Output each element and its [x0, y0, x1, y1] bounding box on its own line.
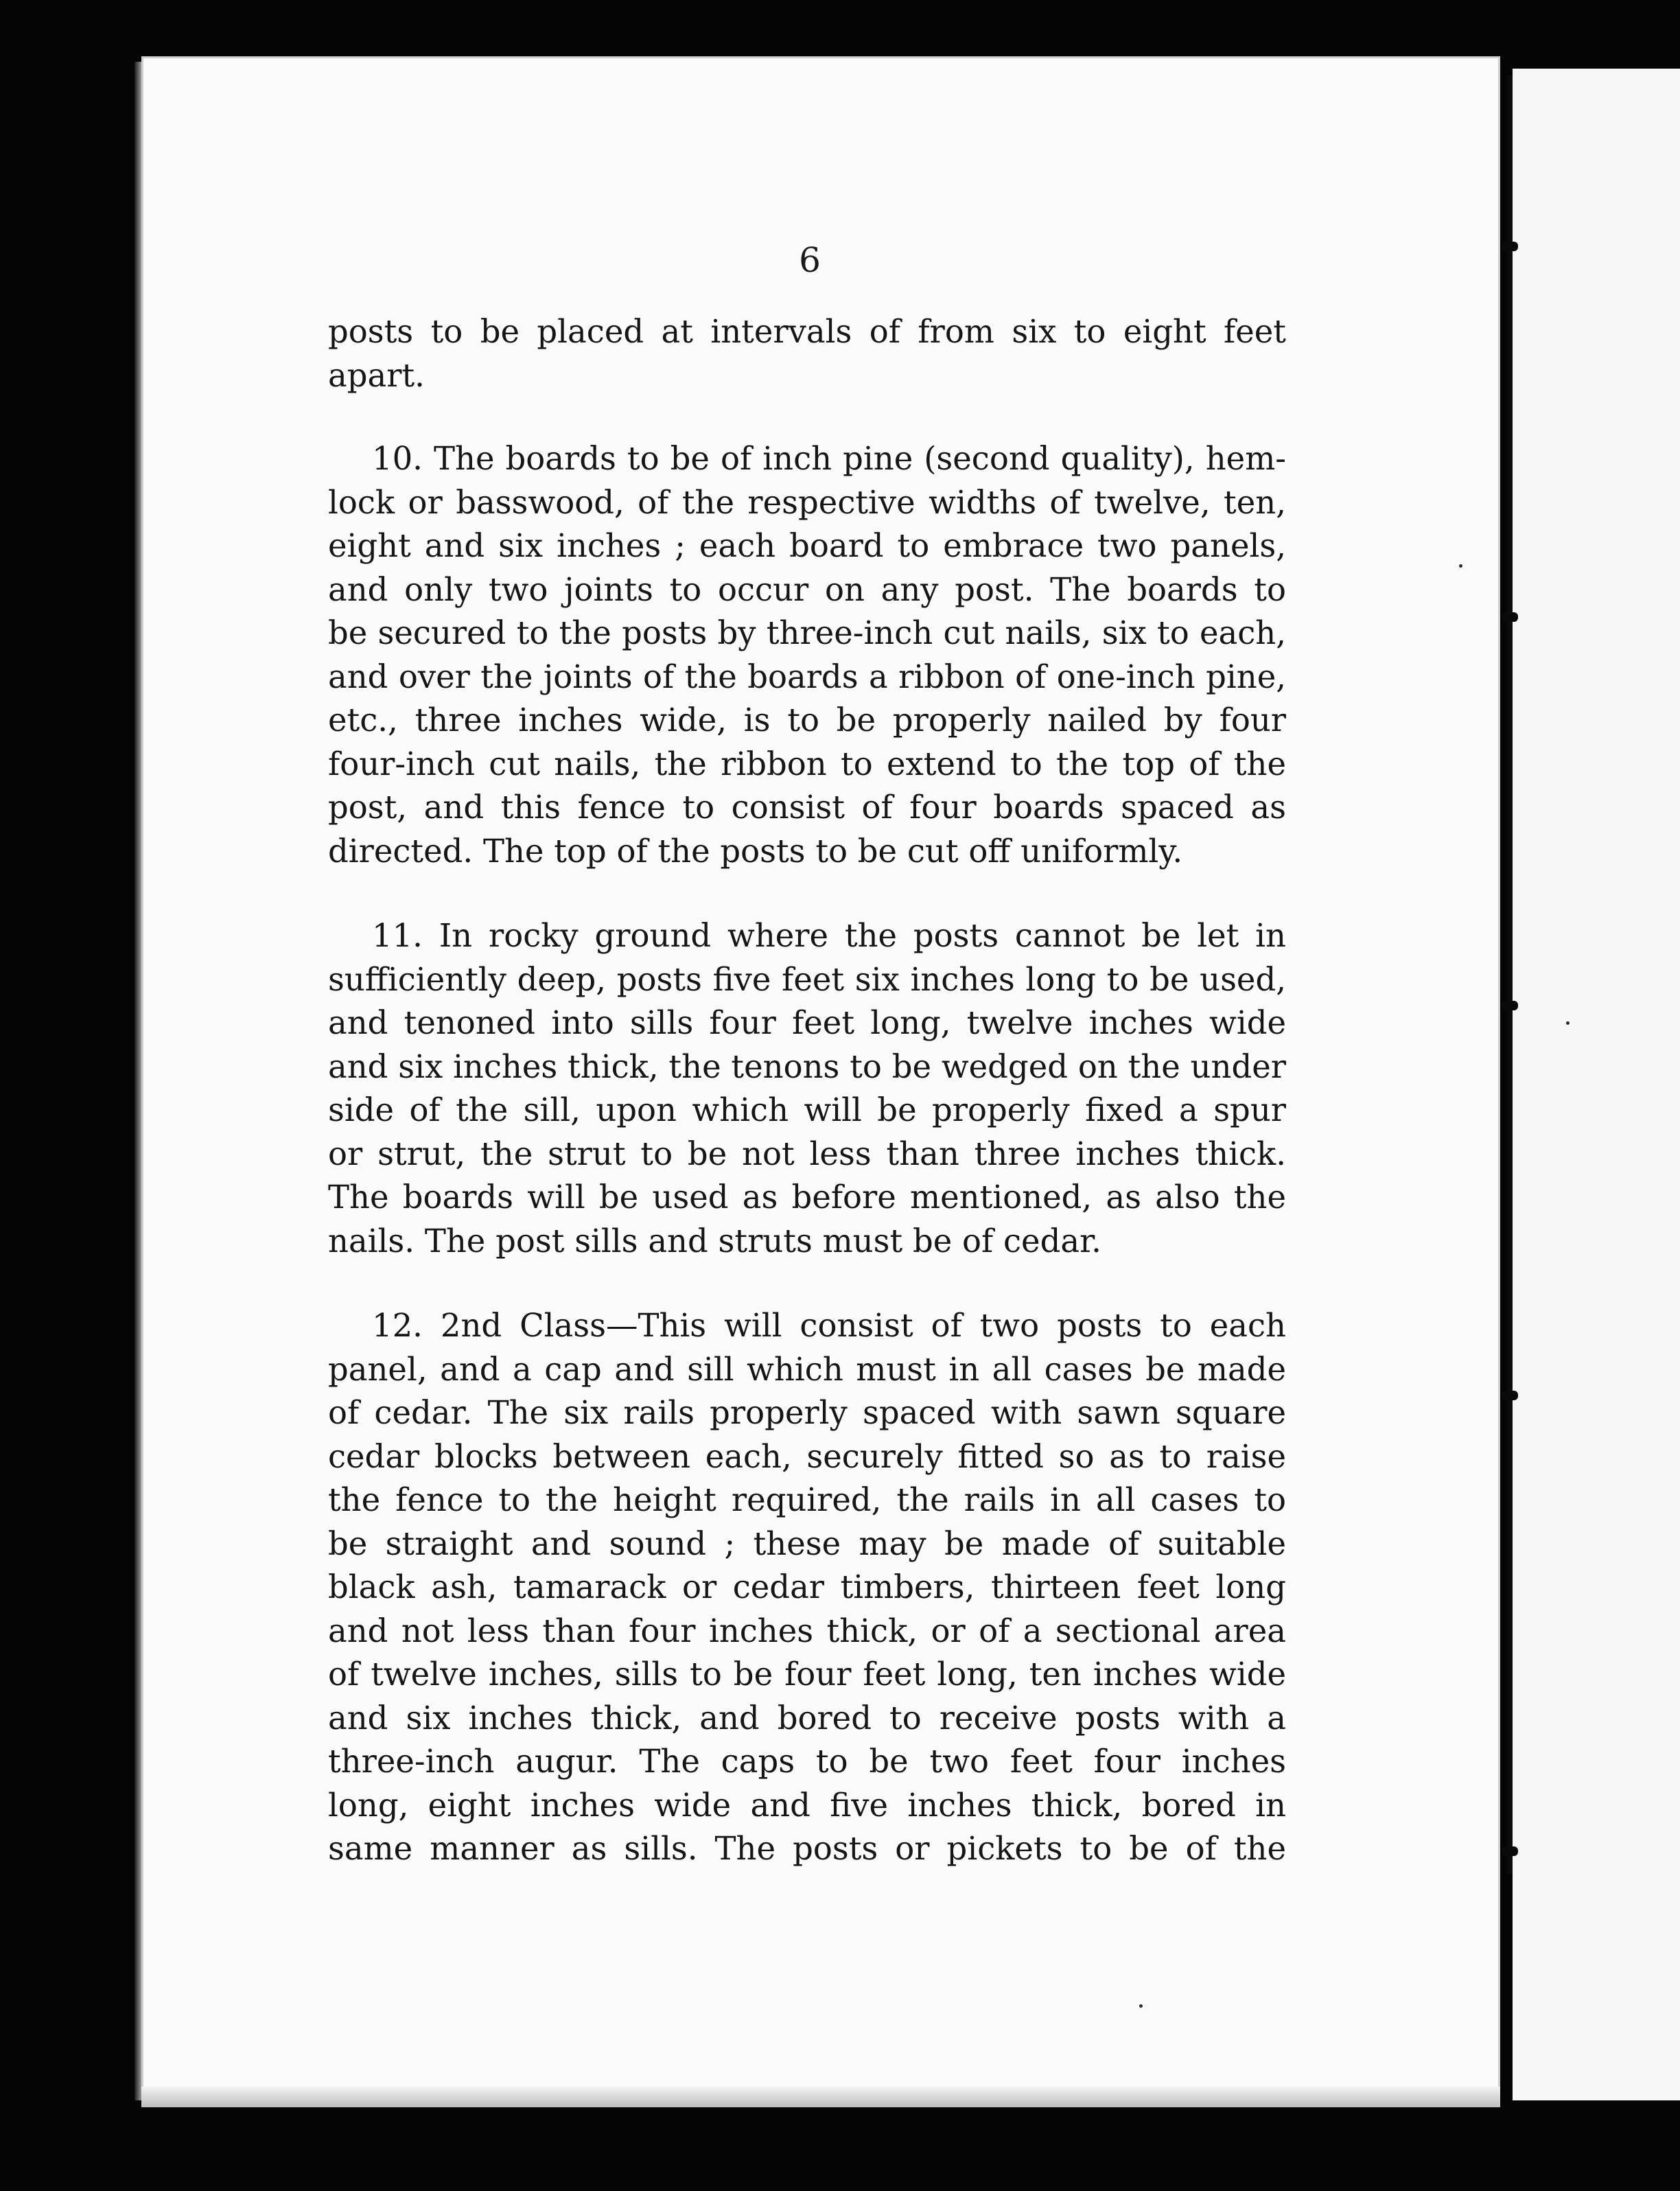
text-line: same manner as sills. The posts or pickets to be of the: [328, 1830, 1286, 1867]
paragraph-12: [328, 1304, 1286, 1871]
text-line: apart.: [328, 356, 425, 394]
facing-page-edge: [1513, 69, 1680, 2100]
paragraph-10: [328, 437, 1286, 873]
text-line: and tenoned into sills four feet long, twelve inches wide: [328, 1004, 1286, 1041]
text-line: sufficiently deep, posts five feet six inches long to be used,: [328, 960, 1286, 998]
text-line: cedar blocks between each, securely fitted so as to raise: [328, 1437, 1286, 1475]
text-line: post, and this fence to consist of four boards spaced as: [328, 789, 1286, 826]
text-line: black ash, tamarack or cedar timbers, thirteen feet long: [328, 1568, 1286, 1605]
page-bottom-shadow: [141, 2087, 1500, 2107]
text-line: be secured to the posts by three-inch cut nails, six to each,: [328, 614, 1286, 651]
binding-spine: [1507, 76, 1513, 1874]
text-line: or strut, the strut to be not less than three inches thick.: [328, 1135, 1286, 1172]
text-line: and only two joints to occur on any post. The boards to: [328, 570, 1286, 608]
text-line: 11. In rocky ground where the posts cannot be let in: [372, 917, 1286, 954]
text-line: posts to be placed at intervals of from six to eight feet: [328, 313, 1286, 350]
text-line: etc., three inches wide, is to be properly nailed by four: [328, 702, 1286, 739]
text-line: and not less than four inches thick, or of a sectional area: [328, 1612, 1286, 1649]
text-line: 12. 2nd Class—This will consist of two posts to each: [372, 1307, 1286, 1344]
binding-stitch: [1502, 1391, 1518, 1400]
paragraph-continuation: [328, 310, 1286, 397]
text-line: The boards will be used as before mentioned, as also the: [328, 1179, 1286, 1216]
scan-speck: [1459, 564, 1462, 568]
binding-stitch: [1502, 1846, 1518, 1856]
text-line: lock or basswood, of the respective widths of twelve, ten,: [328, 483, 1286, 521]
text-line: 10. The boards to be of inch pine (second quality), hem-: [372, 440, 1286, 477]
page-left-edge: [135, 62, 141, 2100]
body-text: [328, 310, 1286, 1912]
text-line: side of the sill, upon which will be properly fixed a spur: [328, 1091, 1286, 1128]
paragraph-11: [328, 914, 1286, 1263]
scan-speck: [1566, 1021, 1570, 1025]
text-line: eight and six inches ; each board to embrace two panels,: [328, 527, 1286, 564]
text-line: of cedar. The six rails properly spaced with sawn square: [328, 1394, 1286, 1431]
scan-speck: [1139, 2004, 1143, 2008]
binding-stitch: [1502, 242, 1518, 251]
text-line: nails. The post sills and struts must be of cedar.: [328, 1222, 1101, 1260]
text-line: directed. The top of the posts to be cut off uniformly.: [328, 832, 1183, 870]
text-line: and six inches thick, and bored to receive posts with a: [328, 1699, 1286, 1737]
text-line: four-inch cut nails, the ribbon to extend to the top of the: [328, 745, 1286, 782]
text-line: panel, and a cap and sill which must in all cases be made: [328, 1350, 1286, 1388]
text-line: three-inch augur. The caps to be two feet four inches: [328, 1743, 1286, 1780]
text-line: be straight and sound ; these may be made of suitable: [328, 1525, 1286, 1562]
text-line: and six inches thick, the tenons to be wedged on the under: [328, 1047, 1286, 1085]
binding-stitch: [1502, 1001, 1518, 1010]
text-line: long, eight inches wide and five inches thick, bored in: [328, 1786, 1286, 1824]
binding-stitch: [1502, 612, 1518, 622]
page-number: 6: [799, 240, 821, 280]
text-line: of twelve inches, sills to be four feet long, ten inches wide: [328, 1656, 1286, 1693]
text-line: and over the joints of the boards a ribbon of one-inch pine,: [328, 658, 1286, 695]
text-line: the fence to the height required, the rails in all cases to: [328, 1481, 1286, 1518]
